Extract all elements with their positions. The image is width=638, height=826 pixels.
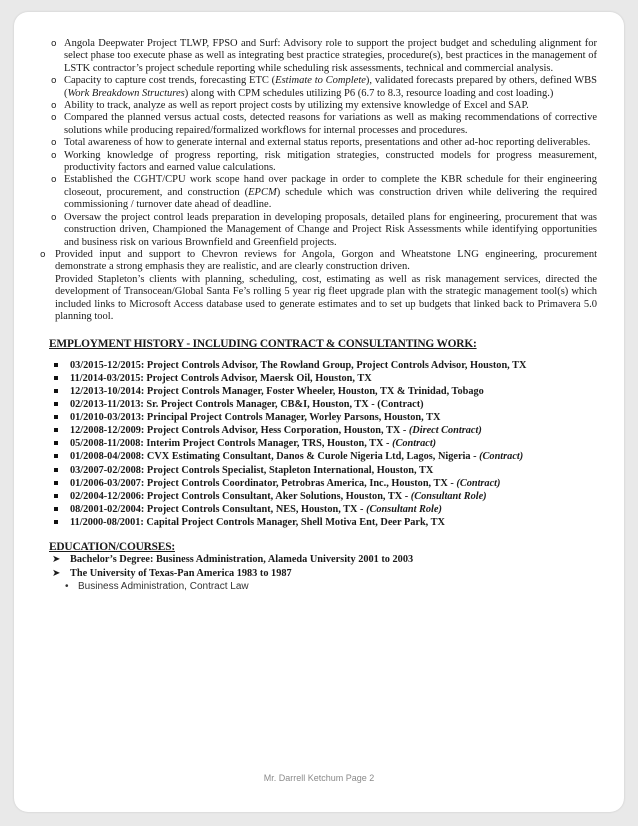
- o-bullet-icon: o: [51, 39, 57, 49]
- square-bullet-icon: [54, 520, 58, 524]
- education-sub-item: • Business Administration, Contract Law: [65, 581, 249, 593]
- education-item: ➤ The University of Texas-Pan America 1983 to 1987: [52, 567, 292, 579]
- employment-item: 02/2004-12/2006: Project Controls Consultant, Aker Solutions, Houston, TX - (Consultant Role): [49, 490, 597, 503]
- responsibility-item: o Established the CGHT/CPU work scope hand over package in order to complete the KBR schedule for their engineering closeout, procurement, and construction (EPCM) schedule which was construction driven while delivering the required commissioning / turnover date ahead of deadline.: [51, 174, 597, 211]
- employment-list: [49, 359, 597, 529]
- responsibility-item: o Oversaw the project control leads preparation in developing proposals, detailed plans for engineering, procurement that was construction driven, Championed the Management of Change and Project Risk Assessments while identifying opportunities and business risk on various Brownfield and Greenfield projects.: [51, 211, 597, 248]
- employment-item: 11/2000-08/2001: Capital Project Controls Manager, Shell Motiva Ent, Deer Park, TX: [49, 516, 597, 529]
- responsibility-item: o Ability to track, analyze as well as report project costs by utilizing my extensive knowledge of Excel and SAP.: [51, 100, 529, 112]
- square-bullet-icon: [54, 454, 58, 458]
- square-bullet-icon: [54, 494, 58, 498]
- education-item: ➤ Bachelor’s Degree: Business Administration, Alameda University 2001 to 2003: [52, 554, 414, 566]
- employment-item: 03/2015-12/2015: Project Controls Advisor, The Rowland Group, Project Controls Advisor, Houston, TX: [49, 359, 597, 372]
- o-bullet-icon: o: [51, 113, 57, 124]
- dot-bullet-icon: •: [65, 581, 69, 593]
- employment-heading: EMPLOYMENT HISTORY - INCLUDING CONTRACT & CONSULTANTING WORK:: [49, 338, 477, 351]
- document-page: [14, 12, 624, 812]
- page-footer: Mr. Darrell Ketchum Page 2: [263, 773, 375, 783]
- square-bullet-icon: [54, 507, 58, 511]
- employment-item: 01/2006-03/2007: Project Controls Coordinator, Petrobras America, Inc., Houston, TX - (Contract): [49, 477, 597, 490]
- arrow-bullet-icon: ➤: [52, 567, 61, 579]
- square-bullet-icon: [54, 428, 58, 432]
- employment-item: 12/2013-10/2014: Project Controls Manager, Foster Wheeler, Houston, TX & Trinidad, Tobago: [49, 385, 597, 398]
- o-bullet-icon: o: [51, 150, 57, 161]
- employment-item: 01/2010-03/2013: Principal Project Controls Manager, Worley Parsons, Houston, TX: [49, 411, 597, 424]
- responsibility-item-outer: o Provided input and support to Chevron reviews for Angola, Gorgon and Wheatstone LNG engineering, procurement demonstrate a strong emphasis they are realistic, and are clearly construction driven.: [40, 248, 597, 273]
- square-bullet-icon: [54, 415, 58, 419]
- responsibility-item: o Working knowledge of progress reporting, risk mitigation strategies, constructed models for progress measurement, productivity factors and earned value calculations.: [51, 149, 597, 174]
- o-bullet-icon: o: [51, 76, 57, 87]
- o-bullet-icon: o: [51, 212, 57, 223]
- employment-item: 12/2008-12/2009: Project Controls Advisor, Hess Corporation, Houston, TX - (Direct Contract): [49, 424, 597, 437]
- square-bullet-icon: [54, 402, 58, 406]
- employment-item: 01/2008-04/2008: CVX Estimating Consultant, Danos & Curole Nigeria Ltd, Lagos, Nigeria - (Contract): [49, 450, 597, 463]
- responsibility-item: o Compared the planned versus actual costs, detected reasons for variations as well as making recommendations of corrective solutions while producing repaired/formalized workflows for internal processes and procedures.: [51, 112, 597, 136]
- employment-item: 02/2013-11/2013: Sr. Project Controls Manager, CB&I, Houston, TX - (Contract): [49, 398, 597, 411]
- square-bullet-icon: [54, 389, 58, 393]
- o-bullet-icon: o: [51, 138, 57, 149]
- employment-item: 05/2008-11/2008: Interim Project Controls Manager, TRS, Houston, TX - (Contract): [49, 437, 597, 450]
- o-bullet-icon: o: [40, 249, 46, 260]
- square-bullet-icon: [54, 468, 58, 472]
- page-content: [40, 38, 597, 593]
- arrow-bullet-icon: ➤: [52, 554, 61, 566]
- employment-item: 03/2007-02/2008: Project Controls Specialist, Stapleton International, Houston, TX: [49, 464, 597, 477]
- responsibility-item: o Angola Deepwater Project TLWP, FPSO and Surf: Advisory role to support the project budget and scheduling alignment for select phase too execute phase as well as integrating best practice strategies, procedure(s), best practices in the management of LSTK contractor’s project schedule reporting while scheduling risk assessments, technical and commercial analysis.: [51, 38, 597, 74]
- stapleton-paragraph: Provided Stapleton’s clients with planning, scheduling, cost, estimating as well as risk management services, directed the development of Transocean/Global Santa Fe’s rolling 5 year rig fleet upgrade plan with the strategic management tool(s) which included links to Microsoft Access database used to generate estimates and to set up budgets that linked back to Primavera 5.0 planning tool.: [55, 273, 597, 322]
- responsibility-item: o Capacity to capture cost trends, forecasting ETC (Estimate to Complete), validated forecasts prepared by others, defined WBS (Work Breakdown Structures) along with CPM schedules utilizing P6 (6.7 to 8.3, resource loading and cost loading.): [51, 75, 597, 99]
- square-bullet-icon: [54, 376, 58, 380]
- o-bullet-icon: o: [51, 101, 57, 112]
- employment-item: 08/2001-02/2004: Project Controls Consultant, NES, Houston, TX - (Consultant Role): [49, 503, 597, 516]
- square-bullet-icon: [54, 441, 58, 445]
- o-bullet-icon: o: [51, 175, 57, 186]
- responsibility-item: o Total awareness of how to generate internal and external status reports, presentations and other ad-hoc reporting deliverables.: [51, 137, 591, 149]
- employment-item: 11/2014-03/2015: Project Controls Advisor, Maersk Oil, Houston, TX: [49, 372, 597, 385]
- education-heading: EDUCATION/COURSES:: [49, 540, 175, 553]
- square-bullet-icon: [54, 481, 58, 485]
- square-bullet-icon: [54, 363, 58, 367]
